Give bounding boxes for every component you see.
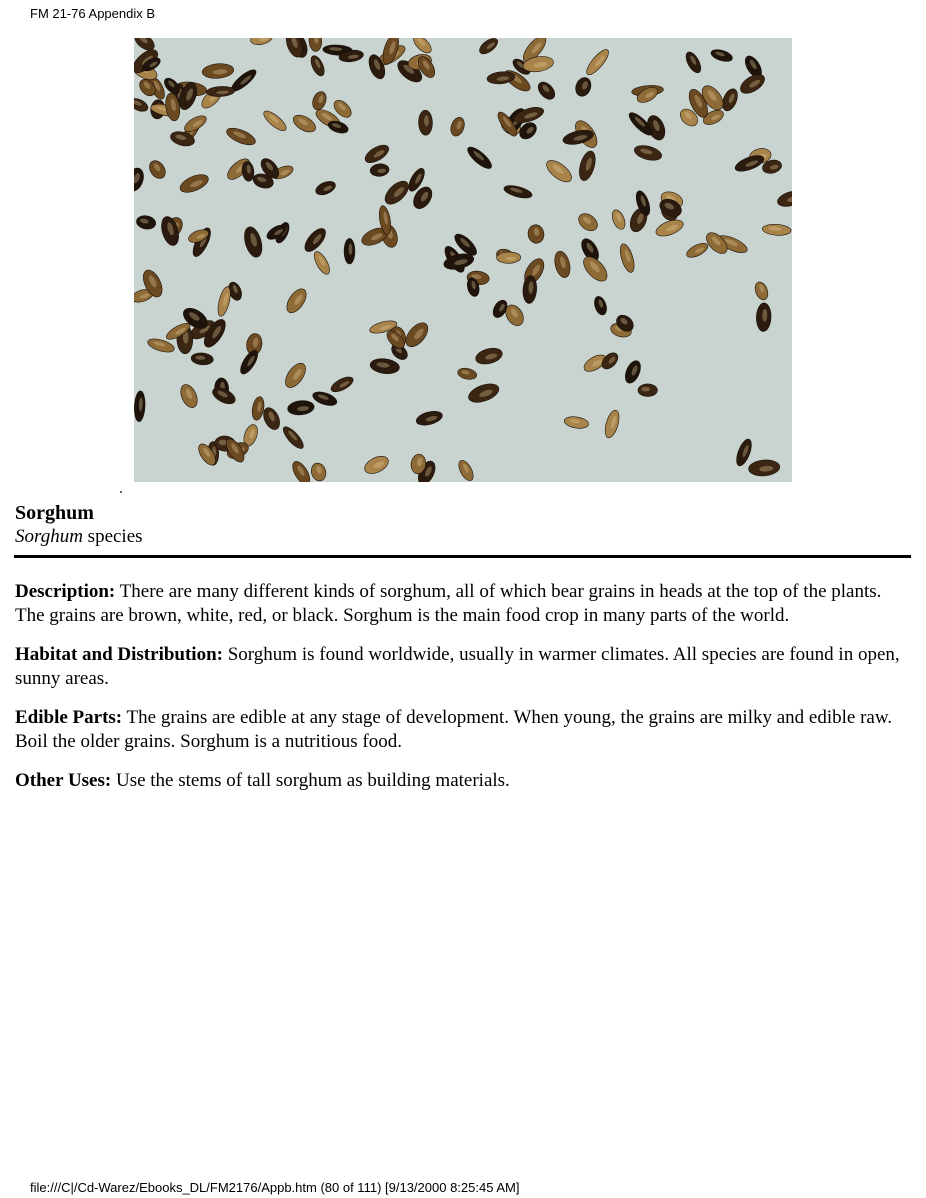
page-header: FM 21-76 Appendix B (30, 6, 156, 21)
grain-highlight (641, 387, 650, 391)
plant-common-name: Sorghum (15, 502, 94, 524)
plant-scientific-name (15, 526, 143, 548)
grain-highlight (349, 243, 353, 255)
edible-parts-section (15, 706, 908, 754)
grain (134, 96, 150, 114)
section-text: Sorghum is found worldwide, usually in warmer climates. All species are found in open, sunny areas. (15, 644, 900, 689)
other-uses-section (15, 769, 908, 793)
plant-description (15, 580, 908, 808)
plant-species-suffix: species (82, 526, 143, 547)
section-text: The grains are edible at any stage of development. When young, the grains are milky and edible raw. Boil the older grains. Sorghum is a nutritious food. (15, 707, 893, 752)
section-text: Use the stems of tall sorghum as building materials. (111, 770, 510, 791)
section-label: Habitat and Distribution: (15, 644, 223, 665)
plant-genus: Sorghum (15, 526, 83, 547)
section-text: There are many different kinds of sorghum, all of which bear grains in heads at the top of the plants. The grains are brown, white, red, or black. Sorghum is the main food crop in many parts of the world. (15, 581, 882, 626)
description-section (15, 580, 908, 628)
grains-illustration (134, 38, 792, 482)
section-label: Other Uses: (15, 770, 112, 791)
stray-dot (120, 491, 122, 493)
section-label: Description: (15, 581, 116, 602)
section-label: Edible Parts: (15, 707, 123, 728)
page-footer: file:///C|/Cd-Warez/Ebooks_DL/FM2176/Appb.htm (80 of 111) [9/13/2000 8:25:45 AM] (30, 1180, 520, 1195)
section-divider (14, 555, 911, 558)
habitat-section (15, 643, 908, 691)
sorghum-grains-photo (134, 38, 792, 482)
